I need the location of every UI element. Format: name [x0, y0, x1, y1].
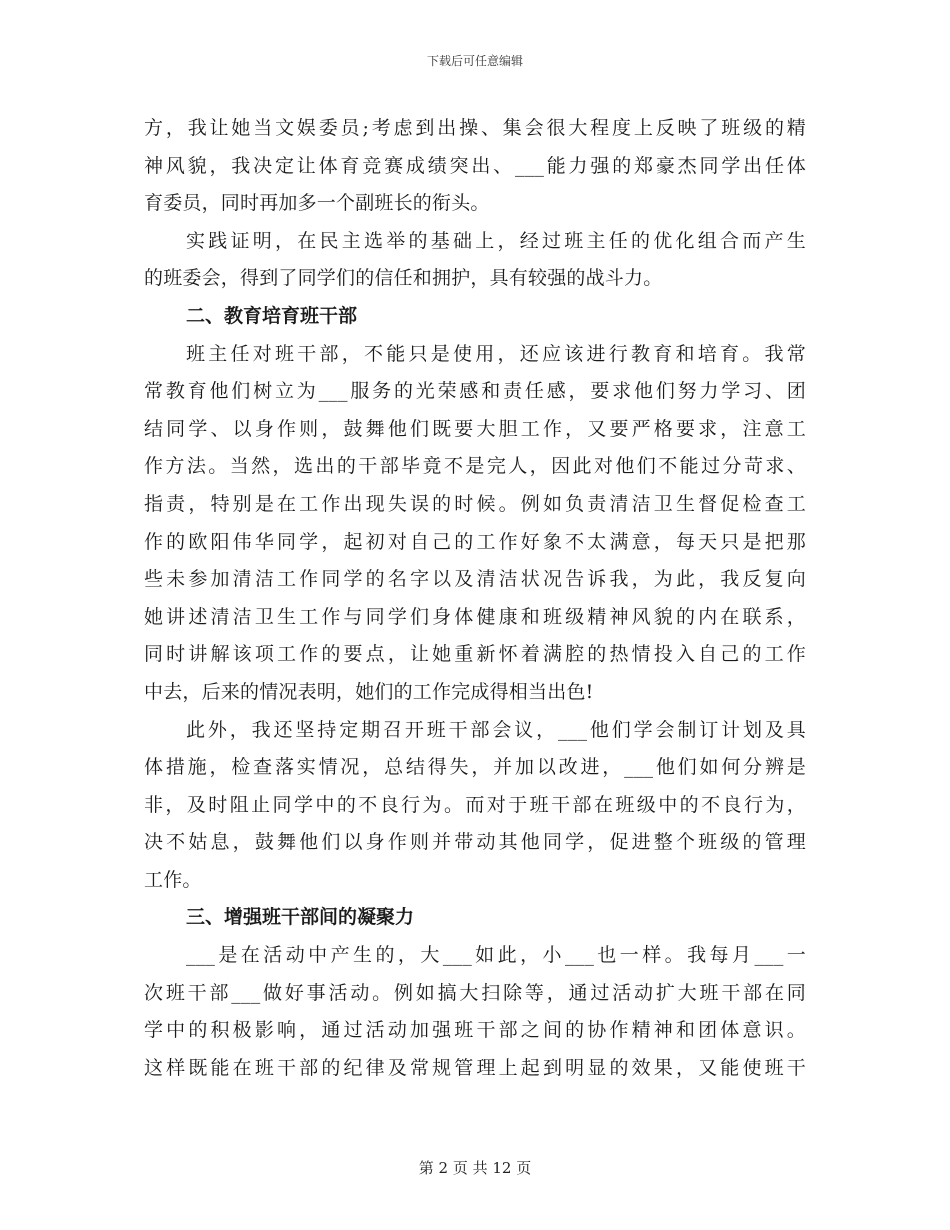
paragraph-1 [144, 110, 806, 223]
text-line: 指责，特别是在工作出现失误的时候。例如负责清洁卫生督促检查工 [144, 492, 806, 515]
page-header: 下载后可任意编辑 [426, 54, 523, 68]
text-line: 同时讲解该项工作的要点，让她重新怀着满腔的热情投入自己的工作 [144, 643, 806, 666]
text-line: ___是在活动中产生的，大___如此，小___也一样。我每月___一 [186, 944, 806, 967]
paragraph-2 [144, 223, 806, 298]
text-line: 的班委会，得到了同学们的信任和拥护，具有较强的战斗力。 [144, 267, 663, 290]
text-line: 作的欧阳伟华同学，起初对自己的工作好象不太满意，每天只是把那 [144, 530, 806, 553]
document-body [144, 110, 806, 1087]
text-line: 常教育他们树立为___服务的光荣感和责任感，要求他们努力学习、团 [144, 380, 806, 403]
paragraph-4 [144, 712, 806, 900]
text-line: 育委员，同时再加多一个副班长的衔头。 [144, 192, 490, 215]
text-line: 体措施，检查落实情况，总结得失，并加以改进，___他们如何分辨是 [144, 756, 806, 779]
text-line: 工作。 [144, 868, 202, 891]
text-line: 中去，后来的情况表明，她们的工作完成得相当出色! [144, 680, 594, 703]
text-line: 次班干部___做好事活动。例如搞大扫除等，通过活动扩大班干部在同 [144, 981, 806, 1004]
paragraph-5 [144, 937, 806, 1087]
text-line: 作方法。当然，选出的干部毕竟不是完人，因此对他们不能过分苛求、 [144, 455, 806, 478]
text-line: 决不姑息，鼓舞他们以身作则并带动其他同学，促进整个班级的管理 [144, 831, 806, 854]
paragraph-3 [144, 336, 806, 712]
section-heading-2: 二、教育培育班干部 [186, 304, 358, 327]
text-line: 此外，我还坚持定期召开班干部会议，___他们学会制订计划及具 [186, 718, 806, 741]
page-number-footer: 第 2 页 共 12 页 [418, 1159, 532, 1177]
text-line: 神风貌，我决定让体育竞赛成绩突出、___能力强的郑豪杰同学出任体 [144, 154, 806, 177]
text-line: 些未参加清洁工作同学的名字以及清洁状况告诉我，为此，我反复向 [144, 568, 806, 591]
text-line: 实践证明，在民主选举的基础上，经过班主任的优化组合而产生 [186, 229, 806, 252]
text-line: 结同学、以身作则，鼓舞他们既要大胆工作，又要严格要求，注意工 [144, 417, 806, 440]
section-heading-3: 三、增强班干部间的凝聚力 [186, 906, 415, 929]
text-line: 学中的积极影响，通过活动加强班干部之间的协作精神和团体意识。 [144, 1019, 806, 1042]
text-line: 班主任对班干部，不能只是使用，还应该进行教育和培育。我常 [186, 342, 806, 365]
text-line: 这样既能在班干部的纪律及常规管理上起到明显的效果，又能使班干 [144, 1056, 806, 1079]
text-line: 非，及时阻止同学中的不良行为。而对于班干部在班级中的不良行为， [144, 793, 806, 816]
text-line: 她讲述清洁卫生工作与同学们身体健康和班级精神风貌的内在联系， [144, 605, 806, 628]
text-line: 方，我让她当文娱委员;考虑到出操、集会很大程度上反映了班级的精 [144, 117, 806, 139]
